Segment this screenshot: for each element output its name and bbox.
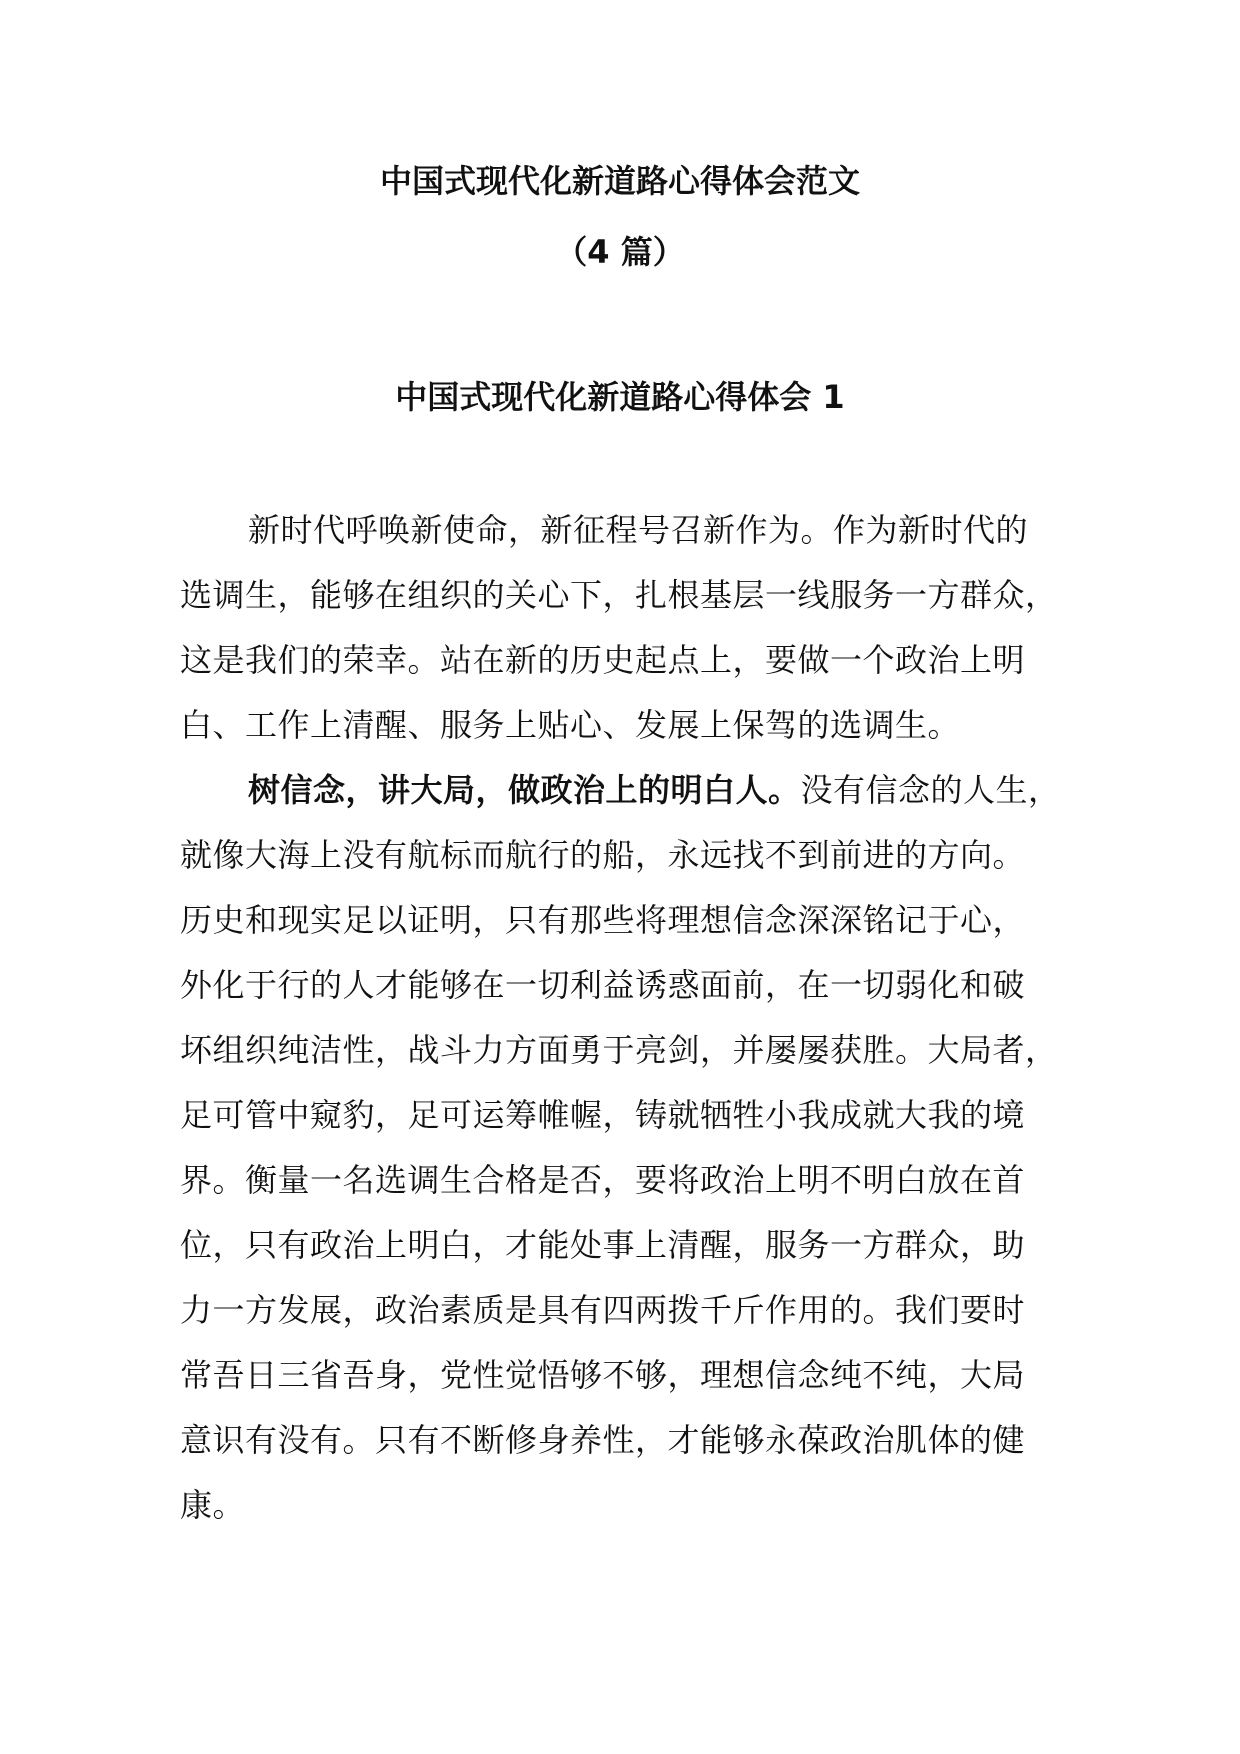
paragraph-heading: 树信念，讲大局，做政治上的明白人。 — [248, 771, 801, 809]
paragraph-line: 坏组织纯洁性，战斗力方面勇于亮剑，并屡屡获胜。大局者， — [180, 1031, 1058, 1069]
paragraph-line: 外化于行的人才能够在一切利益诱惑面前，在一切弱化和破 — [180, 966, 1026, 1004]
section-title: 中国式现代化新道路心得体会 1 — [395, 378, 845, 416]
paragraph-line: 选调生，能够在组织的关心下，扎根基层一线服务一方群众， — [180, 576, 1058, 614]
paragraph-line: 就像大海上没有航标而航行的船，永远找不到前进的方向。 — [180, 836, 1026, 874]
paragraph-line: 常吾日三省吾身，党性觉悟够不够，理想信念纯不纯，大局 — [180, 1356, 1026, 1394]
paragraph-1 — [180, 498, 1080, 758]
paragraph-2 — [180, 758, 1080, 1538]
document-body — [180, 498, 1080, 1538]
paragraph-line: 新时代呼唤新使命，新征程号召新作为。作为新时代的 — [248, 511, 1029, 549]
paragraph-line: 这是我们的荣幸。站在新的历史起点上，要做一个政治上明 — [180, 641, 1026, 679]
paragraph-line: 足可管中窥豹，足可运筹帷幄，铸就牺牲小我成就大我的境 — [180, 1096, 1026, 1134]
paragraph-line: 力一方发展，政治素质是具有四两拨千斤作用的。我们要时 — [180, 1291, 1026, 1329]
document-subtitle: （4 篇） — [555, 233, 685, 271]
paragraph-line: 白、工作上清醒、服务上贴心、发展上保驾的选调生。 — [180, 706, 961, 744]
paragraph-line: 意识有没有。只有不断修身养性，才能够永葆政治肌体的健 — [180, 1421, 1026, 1459]
document-title: 中国式现代化新道路心得体会范文 — [379, 162, 860, 200]
paragraph-line: 康。 — [180, 1486, 246, 1524]
paragraph-line: 历史和现实足以证明，只有那些将理想信念深深铭记于心， — [180, 901, 1026, 939]
paragraph-line: 位，只有政治上明白，才能处事上清醒，服务一方群众，助 — [180, 1226, 1026, 1264]
paragraph-line-rest: 没有信念的人生， — [800, 771, 1061, 809]
paragraph-first-line — [180, 758, 1080, 823]
paragraph-line: 界。衡量一名选调生合格是否，要将政治上明不明白放在首 — [180, 1161, 1026, 1199]
